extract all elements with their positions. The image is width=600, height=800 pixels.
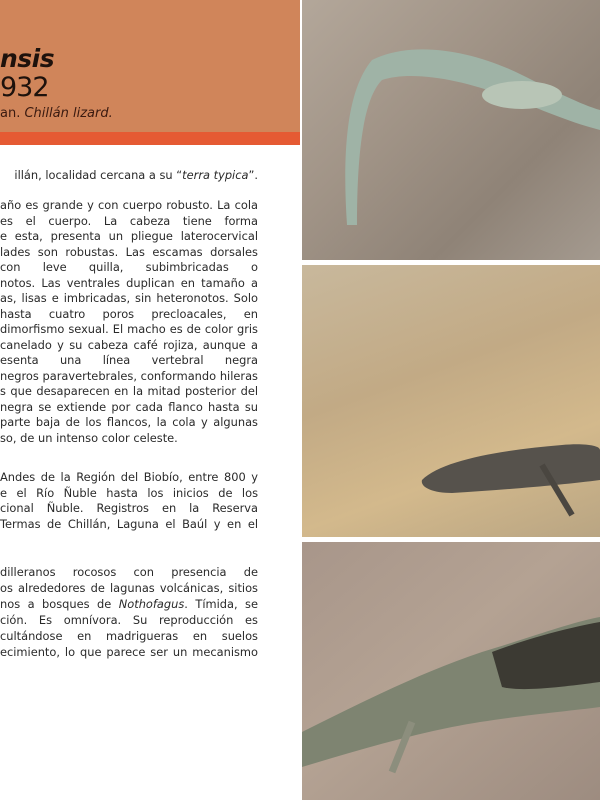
text-line: hasta cuatro poros precloacales, en [0, 306, 258, 321]
text-line: e el Río Ñuble hasta los inicios de los [0, 485, 258, 500]
text-line: dimorfismo sexual. El macho es de color gris [0, 322, 258, 336]
text-line: notos. Las ventrales duplican en tamaño a [0, 275, 258, 290]
text-line: Andes de la Región del Biobío, entre 800 y [0, 470, 258, 484]
text-line: negra se extiende por cada flanco hasta su [0, 399, 258, 414]
text-line: nos a bosques de Nothofagus. Tímida, se [0, 597, 258, 611]
lizard-photo-1 [302, 0, 600, 260]
text-line: lades son robustas. Las escamas dorsales [0, 244, 258, 259]
text-line: cultándose en madrigueras en suelos [0, 629, 258, 643]
header-band [0, 0, 300, 132]
text-line: s que desaparecen en la mitad posterior del [0, 384, 258, 398]
common-name-english: Chillán lizard. [24, 106, 113, 121]
text-line: con leve quilla, subimbricadas o [0, 260, 258, 274]
text-line: negros paravertebrales, conformando hileras [0, 368, 258, 383]
text-line: e esta, presenta un pliegue laterocervical [0, 229, 258, 243]
text-line: canelado y su cabeza café rojiza, aunque a [0, 337, 258, 352]
text-line: as, lisas e imbricadas, sin heteronotos. Solo [0, 291, 258, 305]
text-line: os alrededores de lagunas volcánicas, sitios [0, 581, 258, 595]
text-line: dilleranos rocosos con presencia de [0, 565, 258, 579]
text-line: ecimiento, lo que parece ser un mecanismo [0, 645, 258, 659]
accent-stripe [0, 132, 300, 145]
species-title: nsis [0, 44, 55, 73]
lizard-photo-2 [302, 265, 600, 537]
common-names [0, 106, 113, 121]
lizard-photo-3 [302, 542, 600, 800]
text-line: Termas de Chillán, Laguna el Baúl y en el [0, 516, 258, 531]
text-line: so, de un intenso color celeste. [0, 430, 178, 445]
text-line: año es grande y con cuerpo robusto. La cola [0, 198, 258, 212]
text-line: cional Ñuble. Registros en la Reserva [0, 501, 258, 515]
common-name-spanish: an. [0, 106, 21, 121]
text-line: esenta una línea vertebral negra [0, 353, 258, 367]
text-line: ción. Es omnívora. Su reproducción es [0, 613, 258, 627]
etymology-text: illán, localidad cercana a su “terra typica”. [14, 168, 258, 182]
text-line: es el cuerpo. La cabeza tiene forma [0, 213, 258, 228]
species-year: 932 [0, 72, 49, 103]
text-line: parte baja de los flancos, la cola y algunas [0, 415, 258, 429]
